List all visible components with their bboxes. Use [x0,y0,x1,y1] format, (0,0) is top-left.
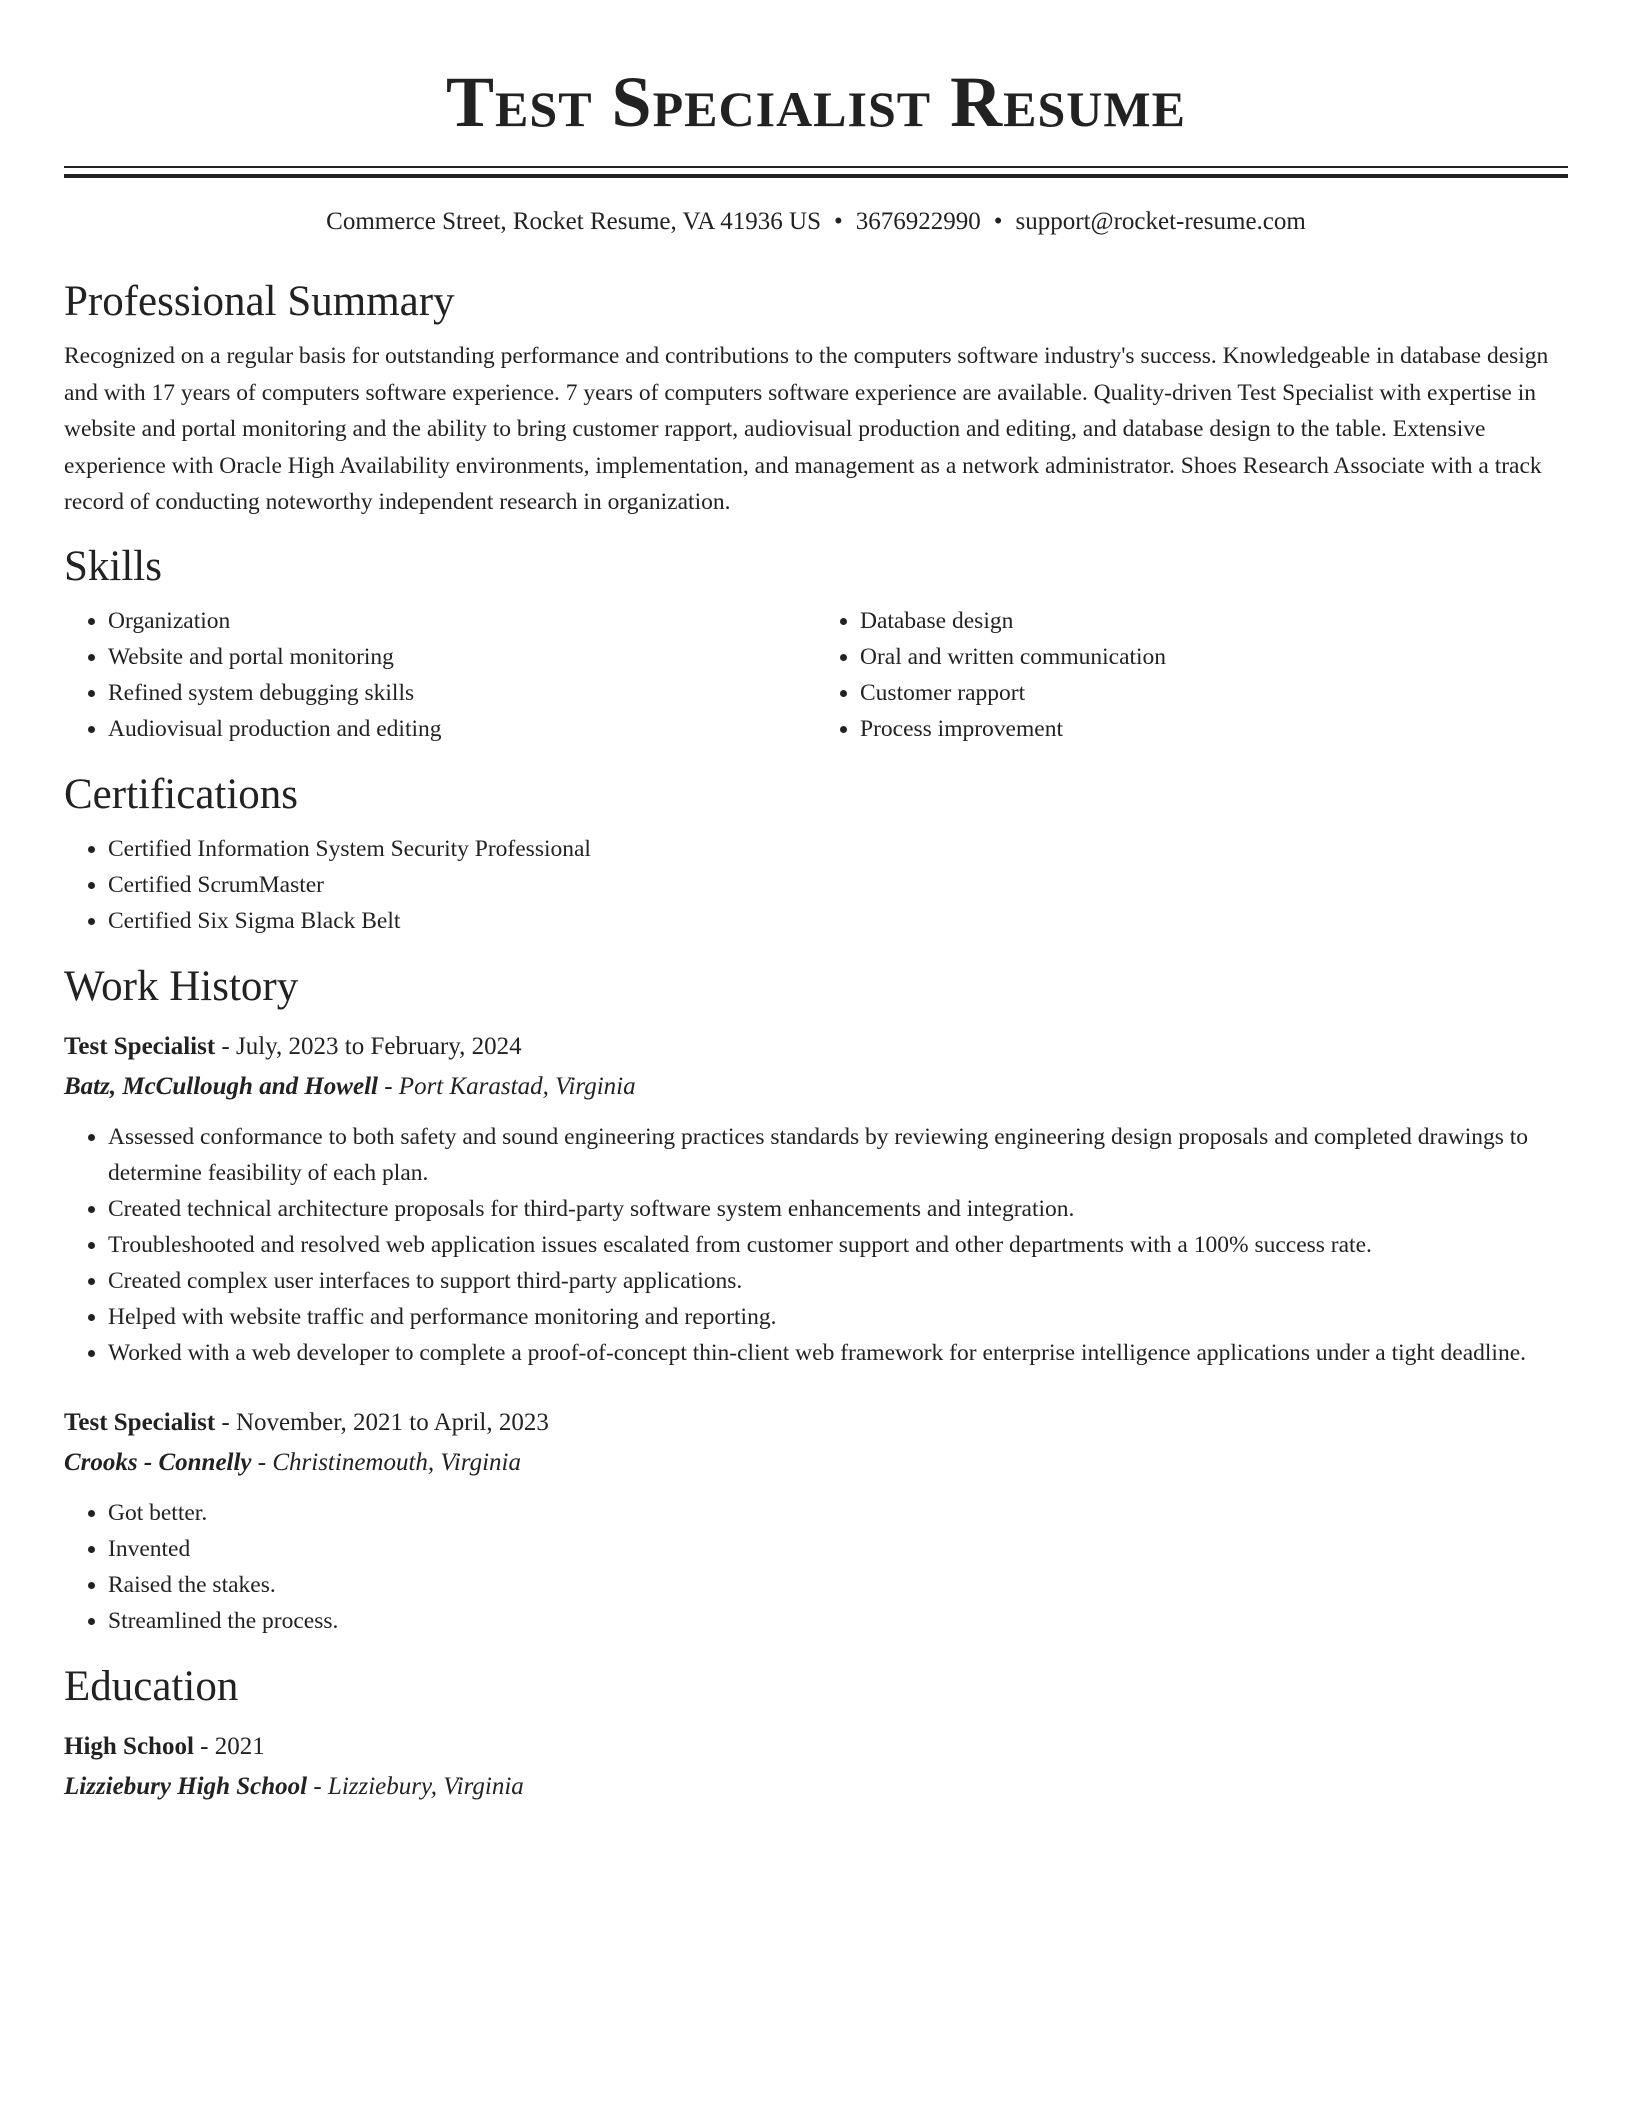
job-dates: - July, 2023 to February, 2024 [215,1032,522,1060]
education-entry [64,1727,1568,1807]
duty-item: • Assessed conformance to both safety and sound engineering practices standards by reviewing engineering design proposals and completed drawings to determine feasibility of each plan. [108,1119,1568,1191]
job-location: - Christinemouth, Virginia [251,1448,521,1476]
education-year: - 2021 [193,1732,265,1760]
duty-item: • Helped with website traffic and performance monitoring and reporting. [108,1299,1568,1335]
duty-item: • Got better. [108,1495,1568,1531]
job-location: - Port Karastad, Virginia [377,1072,636,1100]
duty-item: • Created complex user interfaces to support third-party applications. [108,1263,1568,1299]
job-heading [64,1027,1568,1067]
work-history-heading: Work History [64,962,299,1010]
job-duties [64,1495,1568,1639]
job-duties [64,1119,1568,1371]
education-school: Lizziebury High School [64,1772,308,1800]
skills-list [64,603,1568,747]
contact-line [64,206,1568,238]
job-company: Batz, McCullough and Howell [64,1072,378,1100]
contact-separator: • [834,208,843,235]
summary-text: Recognized on a regular basis for outstanding performance and contributions to the computers software industry's success. Knowledgeable in database design and with 17 years of computers software experience. 7 years of computers software experience are available. Quality-driven Test Specialist with expertise in website and portal monitoring and the ability to bring customer rapport, audiovisual production and editing, and database design to the table. Extensive experience with Oracle High Availability environments, implementation, and management as a network administrator. Shoes Research Associate with a track record of conducting noteworthy independent research in organization. [64,343,1549,515]
skills-column-left [64,603,816,747]
certification-item: • Certified Six Sigma Black Belt [108,903,1568,939]
duty-item: • Raised the stakes. [108,1567,1568,1603]
skill-item: • Process improvement [860,711,1568,747]
job-heading [64,1403,1568,1443]
education-location: - Lizziebury, Virginia [307,1772,524,1800]
duty-item: • Worked with a web developer to complete a proof-of-concept thin-client web framework for enterprise intelligence applications under a tight deadline. [108,1335,1568,1371]
job-company: Crooks - Connelly [64,1448,252,1476]
education-degree-line [64,1727,1568,1767]
title-divider [64,166,1568,178]
skill-item: • Customer rapport [860,675,1568,711]
job-entry [64,1403,1568,1639]
contact-phone: 3676922990 [855,208,981,235]
contact-separator: • [993,208,1003,235]
duty-item: • Created technical architecture proposals for third-party software system enhancements and integration. [108,1191,1568,1227]
certifications-list [64,831,1568,939]
education-degree: High School [64,1732,194,1760]
education-heading: Education [64,1662,239,1710]
duty-item: • Invented [108,1531,1568,1567]
certification-item: • Certified Information System Security Professional [108,831,1568,867]
resume-title: Test Specialist Resume [446,62,1186,142]
job-employer [64,1443,1568,1483]
certifications-heading: Certifications [64,770,299,818]
duty-item: • Troubleshooted and resolved web application issues escalated from customer support and other departments with a 100% success rate. [108,1227,1568,1263]
resume-page [64,0,1568,1807]
certification-item: • Certified ScrumMaster [108,867,1568,903]
skill-item: • Oral and written communication [860,639,1568,675]
education-school-line [64,1767,1568,1807]
job-entry [64,1027,1568,1371]
contact-email: support@rocket-resume.com [1015,208,1306,235]
job-title: Test Specialist [64,1032,216,1060]
skill-item: • Refined system debugging skills [108,675,816,711]
skill-item: • Organization [108,603,816,639]
job-employer [64,1067,1568,1107]
skill-item: • Website and portal monitoring [108,639,816,675]
skills-column-right [816,603,1568,747]
skill-item: • Database design [860,603,1568,639]
skill-item: • Audiovisual production and editing [108,711,816,747]
contact-address: Commerce Street, Rocket Resume, VA 41936 US [326,208,822,235]
job-title: Test Specialist [64,1408,216,1436]
skills-heading: Skills [64,542,162,590]
duty-item: • Streamlined the process. [108,1603,1568,1639]
job-dates: - November, 2021 to April, 2023 [215,1408,549,1436]
summary-heading: Professional Summary [64,278,455,325]
